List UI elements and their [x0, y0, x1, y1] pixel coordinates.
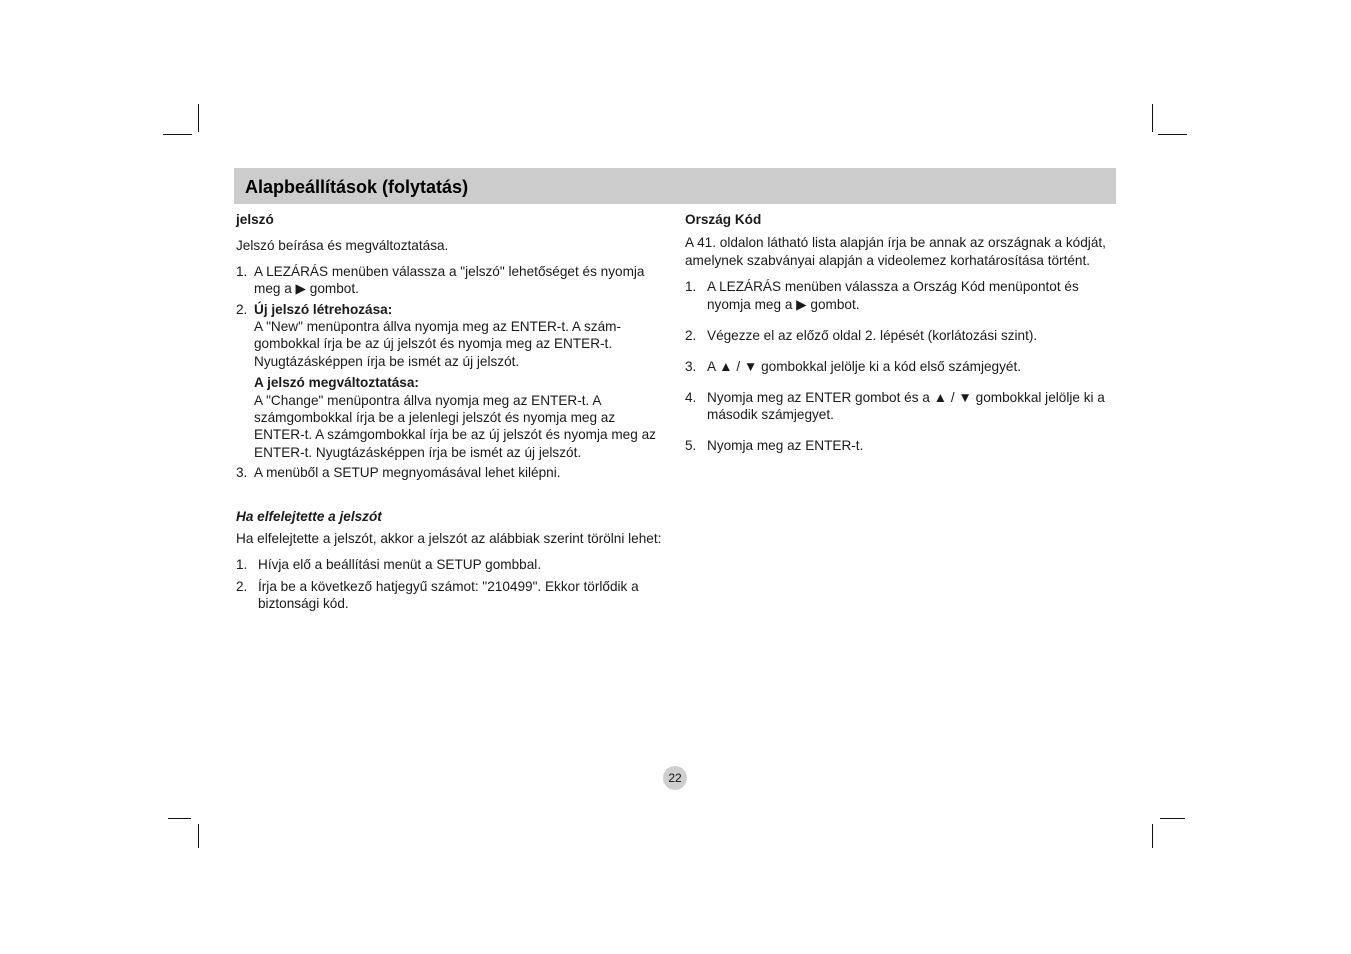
crop-mark-top-right-vertical [1152, 104, 1153, 132]
password-heading: jelszó [236, 212, 274, 227]
new-password-title: Új jelszó létrehozása: [254, 301, 393, 317]
step-text: Hívja elő a beállítási menüt a SETUP gombbal. [258, 556, 542, 572]
password-intro: Jelszó beírása és megváltoztatása. [236, 238, 449, 254]
left-column [236, 211, 668, 613]
forgot-step-2 [236, 578, 668, 613]
step-number: 2. [236, 301, 248, 317]
step-text: A ▲ / ▼ gombokkal jelölje ki a kód első számjegyét. [707, 359, 1022, 375]
step-text: A LEZÁRÁS menüben válassza a Ország Kód menüpontot és nyomja meg a ▶ gombot. [707, 279, 1079, 312]
step-text: A LEZÁRÁS menüben válassza a "jelszó" lehetőséget és nyomja meg a ▶ gombot. [254, 263, 645, 297]
section-header-bar [234, 168, 1116, 204]
right-column [685, 211, 1117, 454]
crop-mark-bottom-left-horizontal [168, 818, 191, 819]
page-number-badge: 22 [663, 766, 687, 790]
step-text: Végezze el az előző oldal 2. lépését (korlátozási szint). [707, 328, 1038, 344]
step-number: 4. [685, 389, 697, 405]
country-code-steps [685, 278, 1117, 454]
step-number: 1. [685, 279, 697, 295]
country-step-5 [685, 437, 1117, 454]
change-password-title: A jelszó megváltoztatása: [254, 375, 419, 391]
step-text: Nyomja meg az ENTER-t. [707, 437, 864, 453]
step-text: Írja be a következő hatjegyű számot: "210499". Ekkor törlődik a biztonsági kód. [258, 578, 639, 612]
forgot-password-heading: Ha elfelejtette a jelszót [236, 508, 382, 524]
forgot-password-intro: Ha elfelejtette a jelszót, akkor a jelszót az alábbiak szerint törölni lehet: [236, 531, 662, 547]
step-number: 3. [236, 465, 248, 481]
step-number: 5. [685, 437, 697, 453]
forgot-password-steps [236, 556, 668, 613]
step-number: 1. [236, 263, 248, 279]
crop-mark-top-left-vertical [198, 104, 199, 132]
new-password-text: A "New" menüpontra állva nyomja meg az ENTER-t. A szám-gombokkal írja be az új jelszót és nyomja meg az ENTER-t. Nyugtázásképpen írja be ismét az új jelszót. [254, 319, 622, 369]
crop-mark-top-right-horizontal [1158, 134, 1187, 135]
country-code-heading: Ország Kód [685, 212, 762, 227]
change-password-text: A "Change" menüpontra állva nyomja meg az ENTER-t. A számgombokkal írja be a jelenlegi jelszót és nyomja meg az ENTER-t. A számgombokkal írja be az új jelszót és nyomja meg az ENTER-t. Nyugtázásképpen írja be ismét az új jelszót. [254, 392, 656, 460]
step-number: 2. [685, 328, 697, 344]
step-text: A menüből a SETUP megnyomásával lehet kilépni. [254, 465, 561, 481]
crop-mark-bottom-right-vertical [1152, 824, 1153, 848]
forgot-step-1 [236, 556, 668, 573]
country-step-4 [685, 389, 1117, 424]
password-step-1 [236, 263, 668, 298]
step-number: 2. [236, 578, 248, 594]
country-step-1 [685, 278, 1117, 313]
step-text: Nyomja meg az ENTER gombot és a ▲ / ▼ gombokkal jelölje ki a második számjegyet. [707, 389, 1105, 423]
crop-mark-bottom-left-vertical [198, 824, 199, 848]
password-steps [236, 263, 668, 482]
crop-mark-bottom-right-horizontal [1160, 818, 1185, 819]
country-step-2 [685, 327, 1117, 344]
password-step-2 [236, 301, 668, 462]
country-code-intro: A 41. oldalon látható lista alapján írja be annak az országnak a kódját, amelynek szabványai alapján a videolemez korhatárosítása történt. [685, 235, 1106, 268]
country-step-3 [685, 358, 1117, 375]
page-title: Alapbeállítások (folytatás) [245, 177, 469, 197]
step-number: 3. [685, 359, 697, 375]
password-step-3 [236, 464, 668, 481]
step-number: 1. [236, 556, 248, 572]
crop-mark-top-left-horizontal [163, 134, 192, 135]
